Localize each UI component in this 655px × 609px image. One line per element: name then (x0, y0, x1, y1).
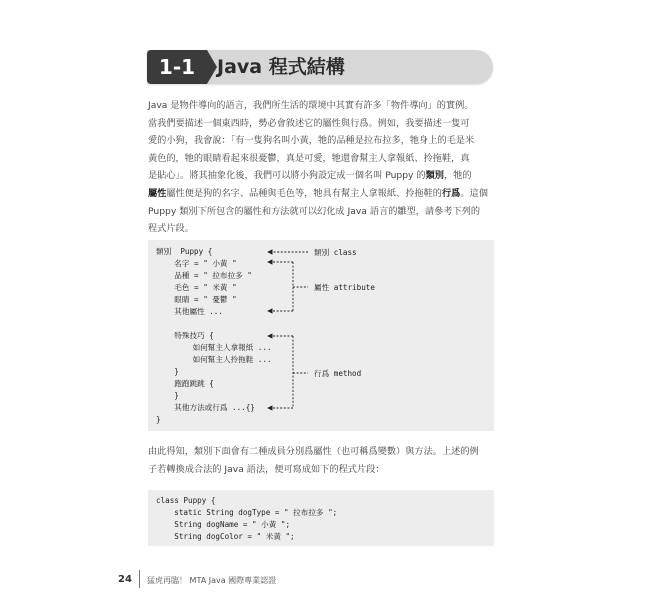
book-title: 猛虎再臨！ MTA Java 國際專業認證 (147, 576, 277, 585)
paragraph-line: Puppy 類別下所包含的屬性和方法就可以幻化成 Java 語言的雛型，請參考下列的 (148, 205, 481, 217)
page-number: 24 (118, 574, 132, 585)
diagram-line: 跑跑跳跳 { (156, 379, 214, 388)
section-title: Java 程式結構 (217, 56, 345, 78)
diagram-line: 眼睛 = " 憂鬱 " (156, 295, 237, 304)
diagram-line: } (156, 415, 161, 424)
diagram-line: 名字 = " 小黃 " (156, 259, 237, 268)
paragraph-line: 由此得知，類別下面會有二種成員分別爲屬性（也可稱爲變數）與方法。上述的例 (148, 446, 479, 457)
diagram-line: 其他屬性 ... (156, 307, 223, 316)
bold-term-method: 行爲 (442, 187, 461, 199)
diagram-line: 其他方法或行爲 ...{} (156, 403, 255, 412)
diagram-line: 品種 = " 拉布拉多 " (156, 271, 252, 280)
annotation-class: 類別 class (314, 248, 357, 257)
bold-term-attribute: 屬性 (148, 187, 167, 199)
paragraph-line: Java 是物件導向的語言，我們所生活的環境中其實有許多「物件導向」的實例。 (148, 100, 474, 111)
diagram-line: 如何幫主人拎拖鞋 ... (156, 355, 272, 364)
diagram-line: 毛色 = " 米黃 " (156, 283, 237, 292)
page-footer (0, 566, 655, 592)
paragraph-line: 程式片段。 (148, 223, 194, 235)
footer-divider (139, 570, 140, 588)
diagram-line: } (156, 367, 179, 376)
diagram-line: } (156, 391, 179, 400)
paragraph-line: 子若轉換成合法的 Java 語法，便可寫成如下的程式片段： (148, 463, 385, 475)
diagram-line: 類別 Puppy { (156, 247, 213, 256)
paragraph-line: 是貼心」。將其抽象化後，我們可以將小狗設定成一個名叫 Puppy 的類別，牠的 (148, 170, 472, 182)
paragraph-line: 當我們要描述一個東西時，勢必會敘述它的屬性與行爲。例如，我要描述一隻可 (148, 117, 470, 129)
bold-term-class: 類別 (425, 170, 444, 182)
paragraph-line: 黃色的，牠的眼睛看起來很憂鬱，真是可愛，牠還會幫主人拿報紙、拎拖鞋，真 (148, 152, 470, 164)
annotation-attribute: 屬性 attribute (314, 283, 375, 292)
annotation-method: 行爲 method (314, 369, 362, 378)
code-line: static String dogType = " 拉布拉多 "; (156, 508, 338, 517)
code-line: String dogColor = " 米黃 "; (156, 532, 295, 541)
code-line: class Puppy { (156, 496, 216, 505)
diagram-line: 如何幫主人拿報紙 ... (156, 343, 272, 352)
code-line: String dogName = " 小黃 "; (156, 520, 291, 529)
code-snippet-box (148, 490, 494, 546)
diagram-line: 特殊技巧 { (156, 331, 214, 340)
conclusion-paragraph (148, 443, 494, 478)
section-number: 1-1 (147, 50, 207, 84)
paragraph-line: 屬性屬性便是狗的名字、品種與毛色等，牠具有幫主人拿報紙、拎拖鞋的行爲。這個 (148, 187, 488, 199)
paragraph-line: 愛的小狗，我會說：「有一隻狗名叫小黃，牠的品種是拉布拉多，牠身上的毛是米 (148, 135, 475, 147)
